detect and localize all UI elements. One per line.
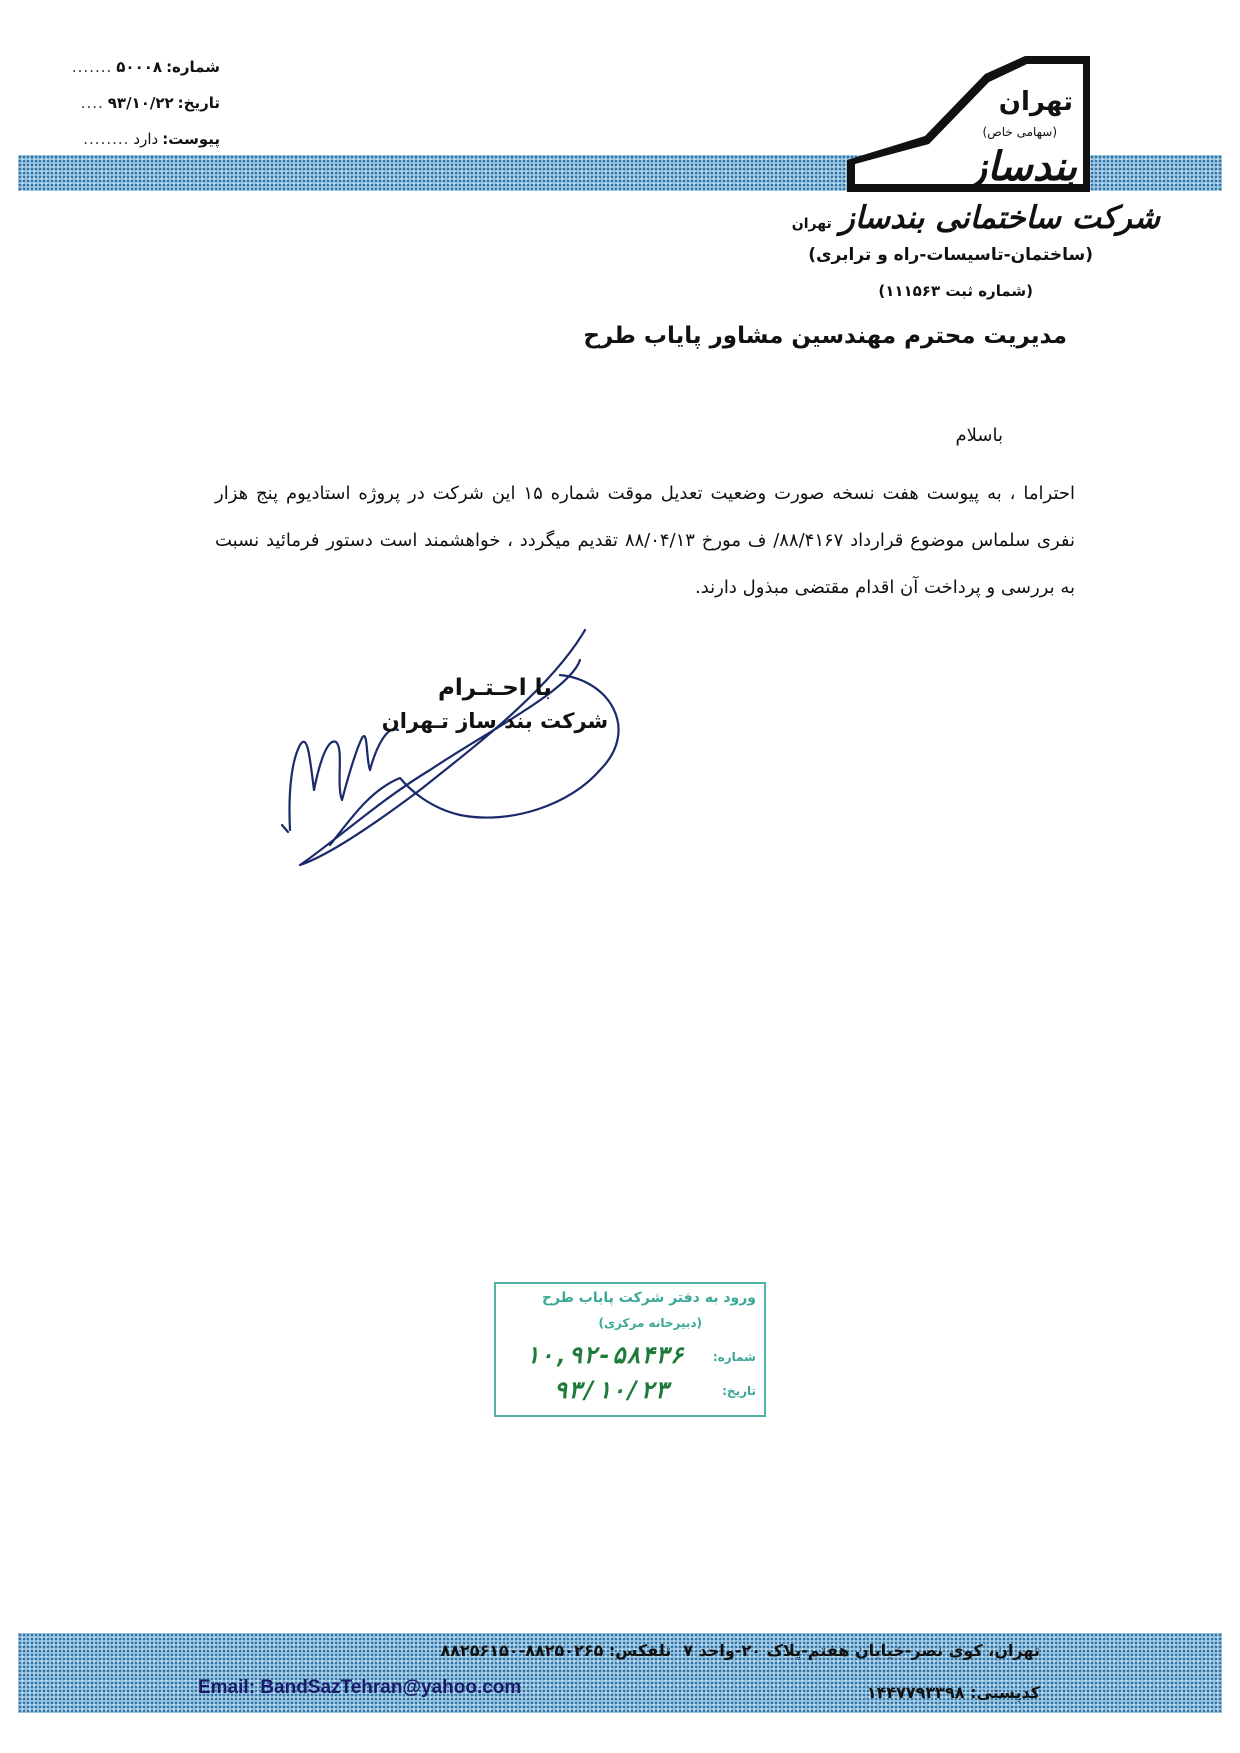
meta-attachment-value: دارد xyxy=(133,130,159,148)
letter-meta xyxy=(50,58,220,166)
letter-greeting: باسلام xyxy=(955,425,1003,446)
company-city: تهران xyxy=(791,216,832,232)
stamp-subtitle: (دبیرخانه مرکزی) xyxy=(598,1316,702,1330)
company-name-text: شرکت ساختمانی بندساز xyxy=(839,200,1160,236)
company-logo xyxy=(845,52,1095,197)
stamp-date-value: ۹۳/۱۰/۲۳ xyxy=(553,1376,669,1404)
company-registration: (شماره ثبت ۱۱۱۵۶۳) xyxy=(878,282,1033,300)
logo-type: (سهامی خاص) xyxy=(982,125,1057,139)
closing-company: شرکت بند ساز تـهران xyxy=(381,709,609,733)
meta-number-value: ۵۰۰۰۸ xyxy=(116,58,163,76)
company-name xyxy=(792,200,1160,236)
meta-dots: ....... xyxy=(71,58,113,76)
footer-address: تهران، کوی نصر-خیابان هفتم-پلاک ۲۰-واحد ۷ xyxy=(683,1641,1040,1660)
stamp-number-value: ۱۰,۹۲-۵۸۴۳۶ xyxy=(525,1341,684,1369)
letter-closing xyxy=(360,675,630,733)
meta-dots: ........ xyxy=(83,130,130,148)
meta-date-label: تاریخ: xyxy=(177,94,220,112)
footer-phones: تلفکس: ۸۸۲۵۰۲۶۵-۸۸۲۵۶۱۵۰ xyxy=(440,1641,672,1660)
footer-contact xyxy=(440,1641,1040,1660)
footer-postal-code: کدپستی: ۱۴۴۷۷۹۳۳۹۸ xyxy=(866,1683,1040,1702)
meta-number xyxy=(50,58,220,94)
meta-date-value: ۹۳/۱۰/۲۲ xyxy=(107,94,174,112)
handwritten-signature xyxy=(270,620,640,870)
stamp-date-label: تاریخ: xyxy=(722,1384,756,1398)
footer-email: Email: BandSazTehran@yahoo.com xyxy=(198,1677,522,1698)
meta-date xyxy=(50,94,220,130)
meta-attachment xyxy=(50,130,220,166)
logo-city: تهران xyxy=(998,87,1073,117)
meta-dots: .... xyxy=(80,94,104,112)
closing-regards: با احـتـرام xyxy=(438,675,552,701)
letter-recipient: مدیریت محترم مهندسین مشاور پایاب طرح xyxy=(583,323,1067,349)
letter-body: احتراما ، به پیوست هفت نسخه صورت وضعیت تعدیل موقت شماره ۱۵ این شرکت در پروژه استادیوم پنج هزار نفری سلماس موضوع قرارداد ۸۸/۴۱۶۷/ ف مورخ ۸۸/۰۴/۱۳ تقدیم میگردد ، خواهشمند است دستور فرمائید نسبت به بررسی و پرداخت آن اقدام مقتضی مبذول دارند. xyxy=(215,483,1076,598)
stamp-title: ورود به دفتر شرکت پایاب طرح xyxy=(541,1290,756,1306)
company-services: (ساختمان-تاسیسات-راه و ترابری) xyxy=(808,245,1093,265)
reception-stamp xyxy=(494,1282,766,1417)
logo-name: بندساز xyxy=(967,144,1077,190)
meta-number-label: شماره: xyxy=(166,58,220,76)
meta-attachment-label: پیوست: xyxy=(162,130,220,148)
stamp-number-label: شماره: xyxy=(712,1350,756,1364)
